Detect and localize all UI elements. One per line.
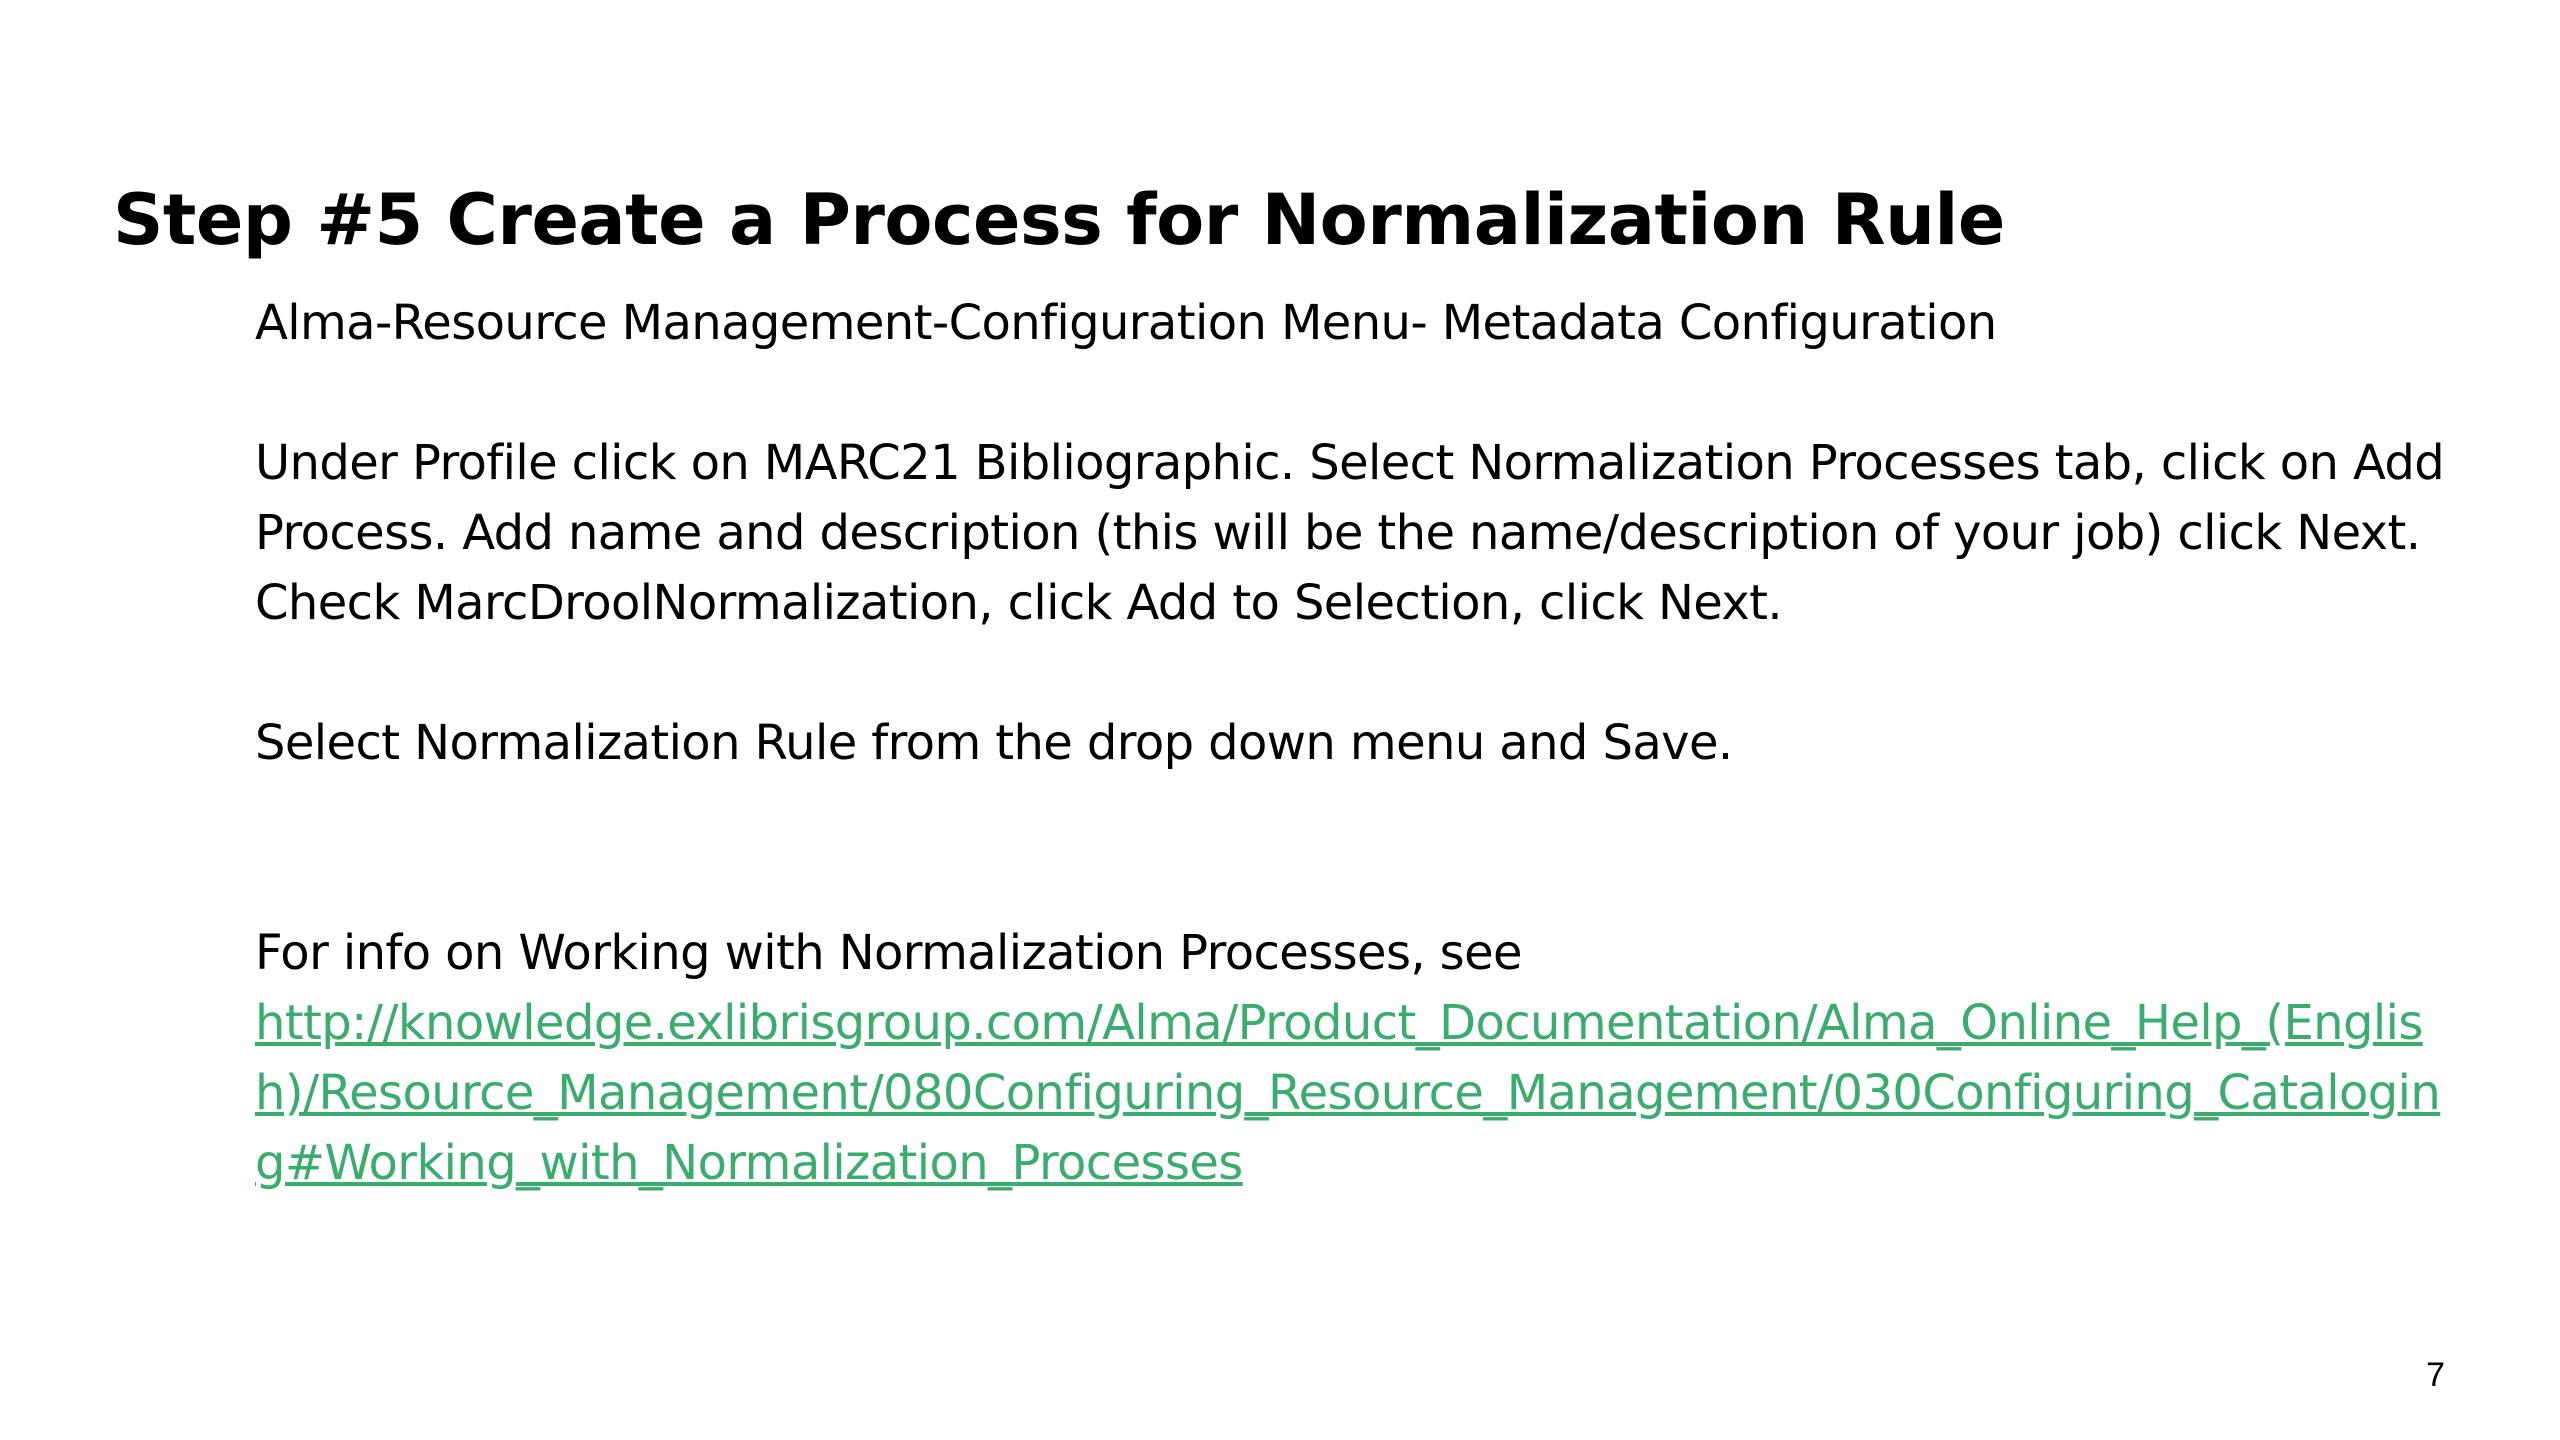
documentation-link[interactable]: http://knowledge.exlibrisgroup.com/Alma/Product_Documentation/Alma_Online_Help_(English)/Resource_Management/080Configuring_Resource_Management/030Configuring_Cataloging#Working_with_Normalization_Processes [255, 995, 2441, 1191]
page-number: 7 [2426, 1356, 2445, 1394]
menu-path-text: Alma-Resource Management-Configuration Menu- Metadata Configuration [255, 295, 1997, 351]
spacer [255, 358, 2455, 428]
slide-body [255, 288, 2455, 1198]
slide-title: Step #5 Create a Process for Normalization Rule [113, 179, 2005, 261]
instructions-text: Under Profile click on MARC21 Bibliographic. Select Normalization Processes tab, click on Add Process. Add name and description (this will be the name/description of your job) click Next. Check MarcDroolNormalization, click Add to Selection, click Next. [255, 435, 2445, 631]
spacer [255, 638, 2455, 708]
info-intro-text: For info on Working with Normalization Processes, see [255, 925, 1522, 981]
spacer [255, 778, 2455, 918]
select-rule-text: Select Normalization Rule from the drop down menu and Save. [255, 715, 1733, 771]
